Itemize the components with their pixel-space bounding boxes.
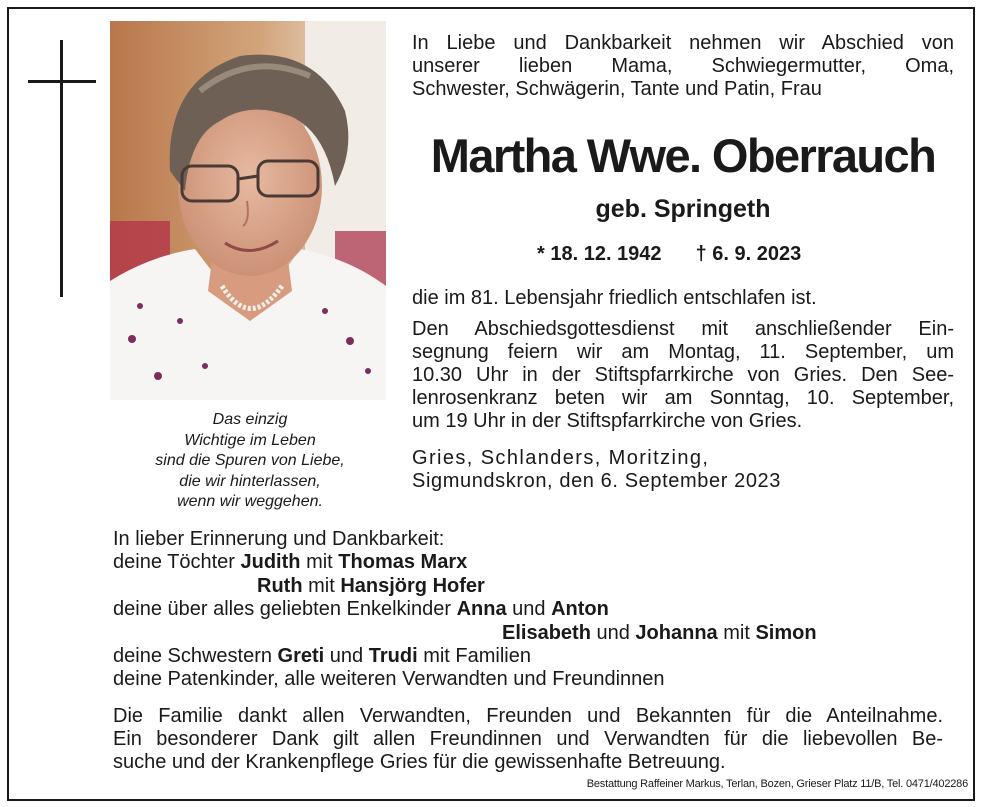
birth-date: * 18. 12. 1942 xyxy=(537,243,662,265)
grandchild-name: Anton xyxy=(551,598,609,621)
place-and-date xyxy=(412,447,852,493)
sister-name: Trudi xyxy=(368,644,418,667)
family-row-daughter2: Ruth mit Hansjörg Hofer xyxy=(257,574,485,597)
quote-line: sind die Spuren von Liebe, xyxy=(155,452,345,469)
sister-name: Greti xyxy=(277,644,325,667)
family-row-grandchildren: deine über alles geliebten Enkelkinder Anna und Anton xyxy=(113,598,609,621)
intro-line: Schwester, Schwägerin, Tante und Patin, Frau xyxy=(412,78,822,100)
thanks-line: Ein besonderer Dank gilt allen Freundinnen und Verwandten für die liebevollen Be- xyxy=(113,728,943,750)
partner-name: Hansjörg Hofer xyxy=(340,574,485,597)
daughter-name: Ruth xyxy=(257,574,303,597)
funeral-home-footer: Bestattung Raffeiner Markus, Terlan, Bozen, Grieser Platz 11/B, Tel. 0471/402286 xyxy=(586,778,968,790)
thanks-line: Die Familie dankt allen Verwandten, Freunden und Bekannten für die Anteilnahme. xyxy=(113,705,943,727)
intro-text xyxy=(412,32,954,101)
cross-horizontal-bar xyxy=(28,80,96,83)
portrait-photo xyxy=(110,21,386,400)
quote-line: wenn wir weggehen. xyxy=(177,493,323,510)
daughter-name: Judith xyxy=(240,551,301,574)
service-line: Den Abschiedsgottesdienst mit anschließender Ein- xyxy=(412,318,954,340)
thanks-line: suche und der Krankenpflege Gries für die gewissenhafte Betreuung. xyxy=(113,751,726,773)
partner-name: Simon xyxy=(755,621,817,644)
service-line: segnung feiern wir am Montag, 11. September, um xyxy=(412,341,954,363)
service-line: um 19 Uhr in der Stiftspfarrkirche von Gries. xyxy=(412,410,803,432)
quote-line: Das einzig xyxy=(212,411,288,428)
service-line: 10.30 Uhr in der Stiftspfarrkirche von Gries. Den See- xyxy=(412,364,954,386)
family-row-grandchildren2: Elisabeth und Johanna mit Simon xyxy=(502,621,817,644)
intro-line: unserer lieben Mama, Schwiegermutter, Oma, xyxy=(412,55,954,77)
family-row-sisters: deine Schwestern Greti und Trudi mit Familien xyxy=(113,644,531,667)
cross-vertical-bar xyxy=(60,40,63,297)
quote-line: Wichtige im Leben xyxy=(184,431,316,449)
family-intro: In lieber Erinnerung und Dankbarkeit: xyxy=(113,528,445,550)
family-list xyxy=(113,528,963,692)
deceased-name: Martha Wwe. Oberrauch xyxy=(430,129,936,182)
life-dates xyxy=(537,241,801,267)
grandchild-name: Johanna xyxy=(635,621,718,644)
place-line: Sigmundskron, den 6. September 2023 xyxy=(412,470,781,492)
memorial-quote xyxy=(120,410,380,513)
death-date: † 6. 9. 2023 xyxy=(695,243,802,265)
service-line: lenrosenkranz beten wir am Sonntag, 10. September, xyxy=(412,387,954,409)
thanks-text xyxy=(113,705,943,774)
family-row-others: deine Patenkinder, alle weiteren Verwandten und Freundinnen xyxy=(113,668,665,691)
grandchild-name: Anna xyxy=(456,598,507,621)
passed-away-line: die im 81. Lebensjahr friedlich entschlafen ist. xyxy=(412,287,817,309)
quote-line: die wir hinterlassen, xyxy=(179,472,321,490)
place-line: Gries, Schlanders, Moritzing, xyxy=(412,447,710,469)
family-row-daughters: deine Töchter Judith mit Thomas Marx xyxy=(113,551,468,574)
partner-name: Thomas Marx xyxy=(338,551,468,574)
intro-line: In Liebe und Dankbarkeit nehmen wir Abschied von xyxy=(412,32,954,54)
maiden-name: geb. Springeth xyxy=(595,195,771,223)
service-text xyxy=(412,287,954,433)
portrait-illustration xyxy=(110,21,386,400)
grandchild-name: Elisabeth xyxy=(502,621,591,644)
